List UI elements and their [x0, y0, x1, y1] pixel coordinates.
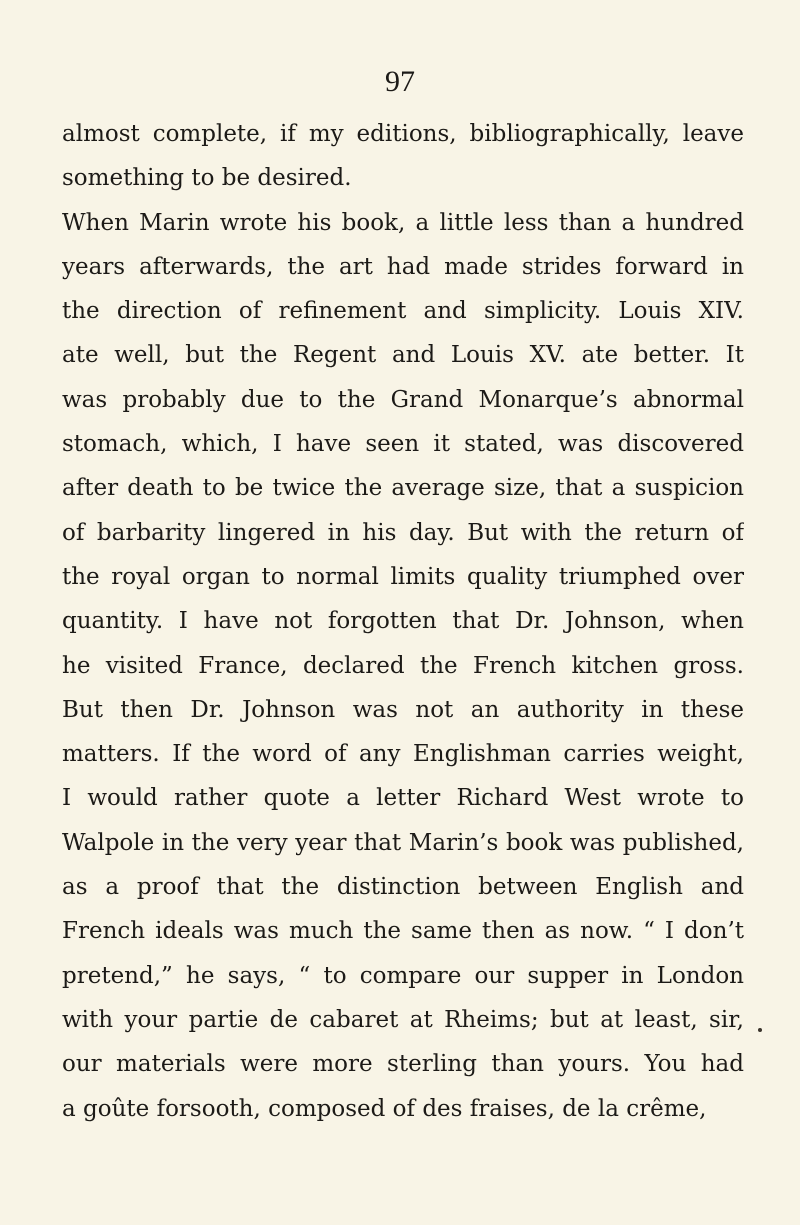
text-line: ate well, but the Regent and Louis XV. ate better. It [62, 342, 744, 369]
text-line: was probably due to the Grand Monarque’s abnormal [62, 386, 744, 413]
text-line: something to be desired. [62, 165, 352, 192]
text-line: pretend,” he says, “ to compare our supper in London [62, 962, 744, 989]
text-line: as a proof that the distinction between English and [62, 874, 744, 901]
text-line: the royal organ to normal limits quality triumphed over [62, 563, 744, 590]
text-line: our materials were more sterling than yours. You had [62, 1051, 744, 1078]
text-line: I would rather quote a letter Richard West wrote to [62, 785, 744, 812]
text-line: the direction of refinement and simplicity. Louis XIV. [62, 298, 744, 325]
text-line: after death to be twice the average size, that a suspicion [62, 475, 744, 502]
text-line: French ideals was much the same then as now. “ I don’t [62, 918, 744, 945]
text-line: almost complete, if my editions, bibliographically, leave [62, 121, 744, 147]
page-number: 97 [385, 65, 415, 98]
text-line: But then Dr. Johnson was not an authority in these [62, 696, 744, 723]
text-line: a goûte forsooth, composed of des fraises, de la crême, [62, 1095, 707, 1122]
text-line: he visited France, declared the French kitchen gross. [62, 652, 744, 679]
text-line: years afterwards, the art had made strides forward in [62, 253, 744, 280]
ink-speck [758, 1028, 762, 1032]
text-line: When Marin wrote his book, a little less than a hundred [62, 209, 744, 236]
text-line: of barbarity lingered in his day. But with the return of [62, 519, 744, 546]
text-line: Walpole in the very year that Marin’s book was published, [62, 829, 744, 856]
text-line: matters. If the word of any Englishman carries weight, [62, 741, 744, 768]
text-line: with your partie de cabaret at Rheims; but at least, sir, [62, 1006, 744, 1033]
body-text [62, 112, 744, 1131]
text-line: quantity. I have not forgotten that Dr. Johnson, when [62, 608, 744, 635]
text-line: stomach, which, I have seen it stated, was discovered [62, 431, 744, 458]
